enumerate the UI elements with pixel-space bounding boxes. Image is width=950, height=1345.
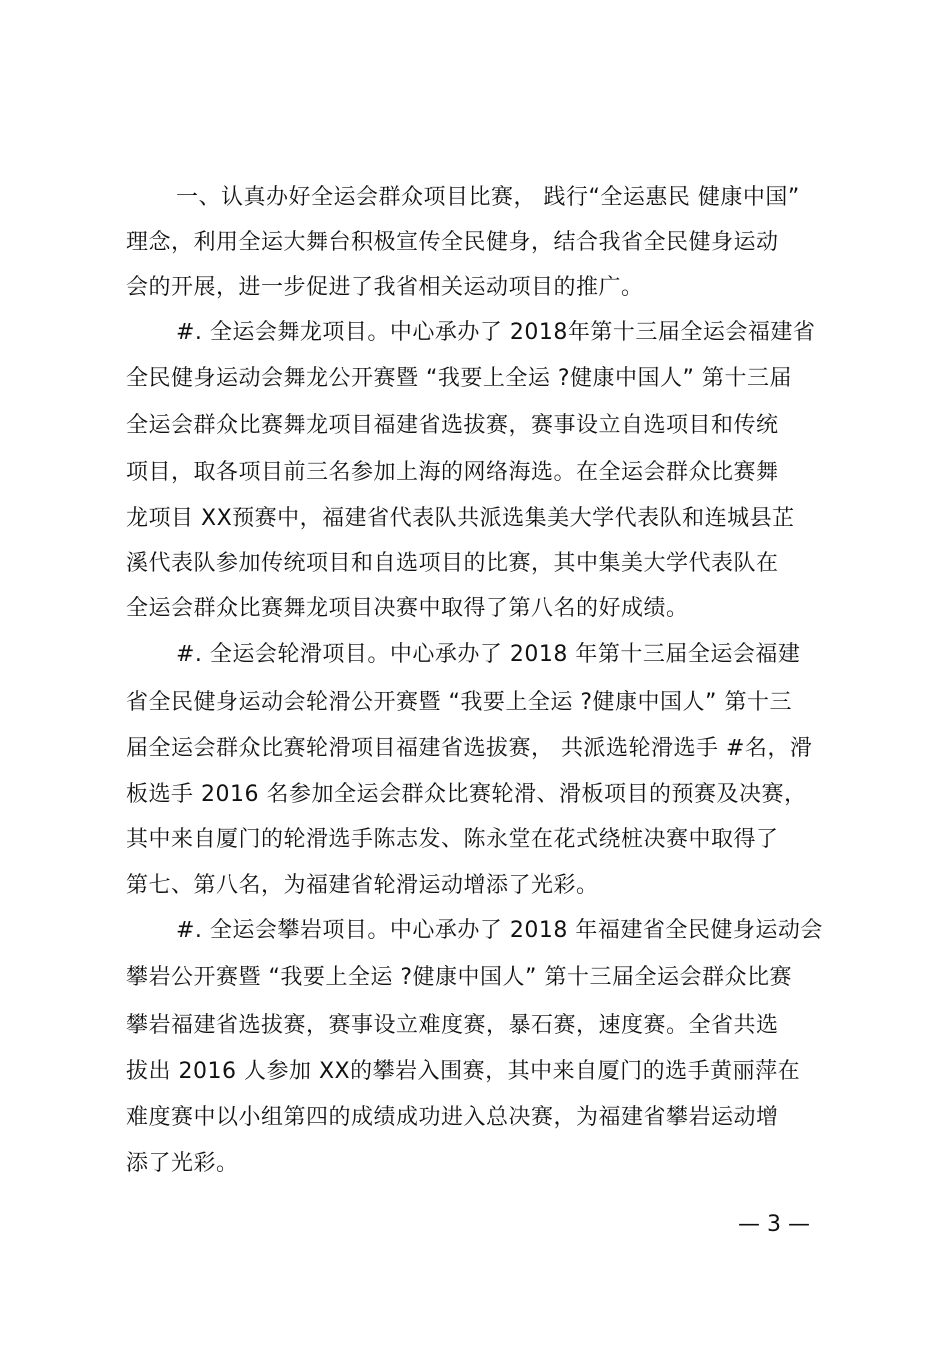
paragraph-4-line-6: 添了光彩。 xyxy=(126,1151,239,1176)
paragraph-2-line-6: 溪代表队参加传统项目和自选项目的比赛，其中集美大学代表队在 xyxy=(126,551,779,576)
paragraph-4-line-3: 攀岩福建省选拔赛，赛事设立难度赛，暴石赛，速度赛。全省共选 xyxy=(126,1013,779,1038)
paragraph-2-line-2: 全民健身运动会舞龙公开赛暨 “我要上全运 ?健康中国人” 第十三届 xyxy=(126,366,792,391)
paragraph-4-line-4: 拔出 2016 人参加 XX的攀岩入围赛，其中来自厦门的选手黄丽萍在 xyxy=(126,1059,801,1084)
paragraph-2-line-4: 项目，取各项目前三名参加上海的网络海选。在全运会群众比赛舞 xyxy=(126,460,779,485)
paragraph-3-line-6: 第七、第八名，为福建省轮滑运动增添了光彩。 xyxy=(126,873,599,898)
paragraph-4-line-1: #. 全运会攀岩项目。中心承办了 2018 年福建省全民健身运动会 xyxy=(176,918,823,943)
paragraph-1-line-3: 会的开展，进一步促进了我省相关运动项目的推广。 xyxy=(126,275,644,300)
paragraph-3-line-5: 其中来自厦门的轮滑选手陈志发、陈永堂在花式绕桩决赛中取得了 xyxy=(126,827,779,852)
paragraph-4-line-5: 难度赛中以小组第四的成绩成功进入总决赛，为福建省攀岩运动增 xyxy=(126,1105,779,1130)
paragraph-3-line-2: 省全民健身运动会轮滑公开赛暨 “我要上全运 ?健康中国人” 第十三 xyxy=(126,690,792,715)
paragraph-2-line-7: 全运会群众比赛舞龙项目决赛中取得了第八名的好成绩。 xyxy=(126,596,689,621)
paragraph-3-line-3: 届全运会群众比赛轮滑项目福建省选拔赛， 共派选轮滑选手 #名，滑 xyxy=(126,736,813,761)
paragraph-1-line-1: 一、认真办好全运会群众项目比赛， 践行“全运惠民 健康中国” xyxy=(176,185,800,210)
paragraph-4-line-2: 攀岩公开赛暨 “我要上全运 ?健康中国人” 第十三届全运会群众比赛 xyxy=(126,965,792,990)
paragraph-3-line-1: #. 全运会轮滑项目。中心承办了 2018 年第十三届全运会福建 xyxy=(176,642,801,667)
paragraph-2-line-3: 全运会群众比赛舞龙项目福建省选拔赛，赛事设立自选项目和传统 xyxy=(126,413,779,438)
paragraph-2-line-1: #. 全运会舞龙项目。中心承办了 2018年第十三届全运会福建省 xyxy=(176,320,816,345)
paragraph-3-line-4: 板选手 2016 名参加全运会群众比赛轮滑、滑板项目的预赛及决赛， xyxy=(126,782,807,807)
paragraph-1-line-2: 理念，利用全运大舞台积极宣传全民健身，结合我省全民健身运动 xyxy=(126,230,779,255)
paragraph-2-line-5: 龙项目 XX预赛中，福建省代表队共派选集美大学代表队和连城县芷 xyxy=(126,506,795,531)
page-number: — 3 — xyxy=(738,1212,810,1237)
